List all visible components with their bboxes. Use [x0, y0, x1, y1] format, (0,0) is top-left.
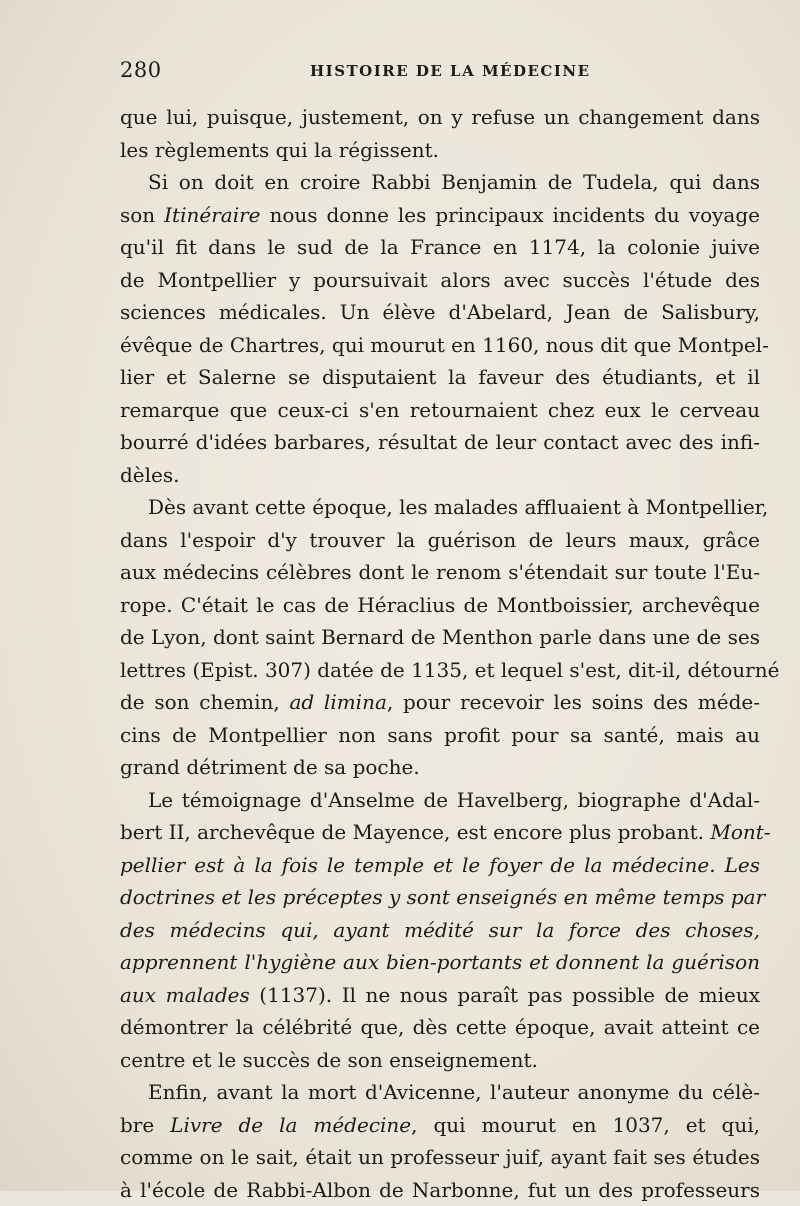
text-line [120, 621, 760, 654]
text-segment: de Lyon, dont saint Bernard de Menthon parle dans une de ses [120, 625, 760, 649]
text-segment: de son chemin, [120, 690, 289, 714]
text-line [120, 556, 760, 589]
text-segment: dèles. [120, 463, 180, 487]
text-line [120, 849, 760, 882]
text-line [120, 719, 760, 752]
text-segment: aux médecins célèbres dont le renom s'étendait sur toute l'Eu- [120, 560, 760, 584]
text-line [120, 751, 760, 784]
text-segment: qu'il fit dans le sud de la France en 1174, la colonie juive [120, 235, 760, 259]
text-line [120, 1141, 760, 1174]
text-segment: centre et le succès de son enseignement. [120, 1048, 538, 1072]
text-segment: lettres (Epist. 307) datée de 1135, et lequel s'est, dit-il, détourné [120, 658, 779, 682]
text-line [120, 589, 760, 622]
text-segment: les règlements qui la régissent. [120, 138, 439, 162]
italic-text: des médecins qui, ayant médité sur la force des choses, [120, 918, 760, 942]
italic-text: pellier est à la fois le temple et le foyer de la médecine. Les [120, 853, 760, 877]
text-segment: remarque que ceux-ci s'en retournaient chez eux le cerveau [120, 398, 760, 422]
italic-text: Mont- [710, 820, 770, 844]
text-line [120, 329, 760, 362]
text-segment: évêque de Chartres, qui mourut en 1160, nous dit que Montpel- [120, 333, 769, 357]
italic-text: aux malades [120, 983, 250, 1007]
text-line [120, 426, 760, 459]
text-segment: bert II, archevêque de Mayence, est encore plus probant. [120, 820, 710, 844]
text-segment: son [120, 203, 164, 227]
text-segment: Dès avant cette époque, les malades affluaient à Montpellier, [148, 495, 768, 519]
text-segment: démontrer la célébrité que, dès cette époque, avait atteint ce [120, 1015, 760, 1039]
page-header [120, 58, 760, 88]
italic-text: Livre de la médecine [170, 1113, 411, 1137]
page-number: 280 [120, 58, 162, 82]
text-line [120, 166, 760, 199]
text-line [120, 686, 760, 719]
text-segment: que lui, puisque, justement, on y refuse un changement dans [120, 105, 760, 129]
text-segment: de Montpellier y poursuivait alors avec succès l'étude des [120, 268, 760, 292]
text-line [120, 784, 760, 817]
text-segment: (1137). Il ne nous paraît pas possible de mieux [250, 983, 760, 1007]
text-segment: cins de Montpellier non sans profit pour sa santé, mais au [120, 723, 760, 747]
text-segment: dans l'espoir d'y trouver la guérison de leurs maux, grâce [120, 528, 760, 552]
text-line [120, 654, 760, 687]
text-line [120, 1011, 760, 1044]
text-line [120, 296, 760, 329]
text-line [120, 881, 760, 914]
text-segment: bourré d'idées barbares, résultat de leur contact avec des infi- [120, 430, 760, 454]
text-line [120, 1174, 760, 1206]
text-segment: , pour recevoir les soins des méde- [387, 690, 760, 714]
text-line [120, 101, 760, 134]
running-title: HISTOIRE DE LA MÉDECINE [310, 62, 591, 80]
text-line [120, 199, 760, 232]
text-line [120, 134, 760, 167]
text-line [120, 491, 760, 524]
text-line [120, 394, 760, 427]
text-line [120, 1044, 760, 1077]
text-line [120, 914, 760, 947]
text-line [120, 264, 760, 297]
text-segment: grand détriment de sa poche. [120, 755, 420, 779]
text-segment: Si on doit en croire Rabbi Benjamin de Tudela, qui dans [148, 170, 760, 194]
text-segment: à l'école de Rabbi-Albon de Narbonne, fut un des professeurs [120, 1178, 760, 1202]
text-line [120, 524, 760, 557]
text-segment: Enfin, avant la mort d'Avicenne, l'auteur anonyme du célè- [148, 1080, 760, 1104]
italic-text: Itinéraire [164, 203, 260, 227]
body-text [120, 101, 760, 1206]
text-segment: sciences médicales. Un élève d'Abelard, Jean de Salisbury, [120, 300, 760, 324]
italic-text: apprennent l'hygiène aux bien-portants et donnent la guérison [120, 950, 760, 974]
text-line [120, 816, 760, 849]
text-segment: comme on le sait, était un professeur juif, ayant fait ses études [120, 1145, 760, 1169]
text-segment: Le témoignage d'Anselme de Havelberg, biographe d'Adal- [148, 788, 760, 812]
text-segment: , qui mourut en 1037, et qui, [411, 1113, 760, 1137]
text-line [120, 946, 760, 979]
text-segment: nous donne les principaux incidents du voyage [260, 203, 760, 227]
italic-text: doctrines et les préceptes y sont enseignés en même temps par [120, 885, 765, 909]
text-segment: lier et Salerne se disputaient la faveur des étudiants, et il [120, 365, 760, 389]
text-line [120, 231, 760, 264]
italic-text: ad limina [289, 690, 386, 714]
text-line [120, 1076, 760, 1109]
text-segment: bre [120, 1113, 170, 1137]
text-line [120, 459, 760, 492]
text-line [120, 361, 760, 394]
text-line [120, 1109, 760, 1142]
text-line [120, 979, 760, 1012]
text-segment: rope. C'était le cas de Héraclius de Montboissier, archevêque [120, 593, 760, 617]
